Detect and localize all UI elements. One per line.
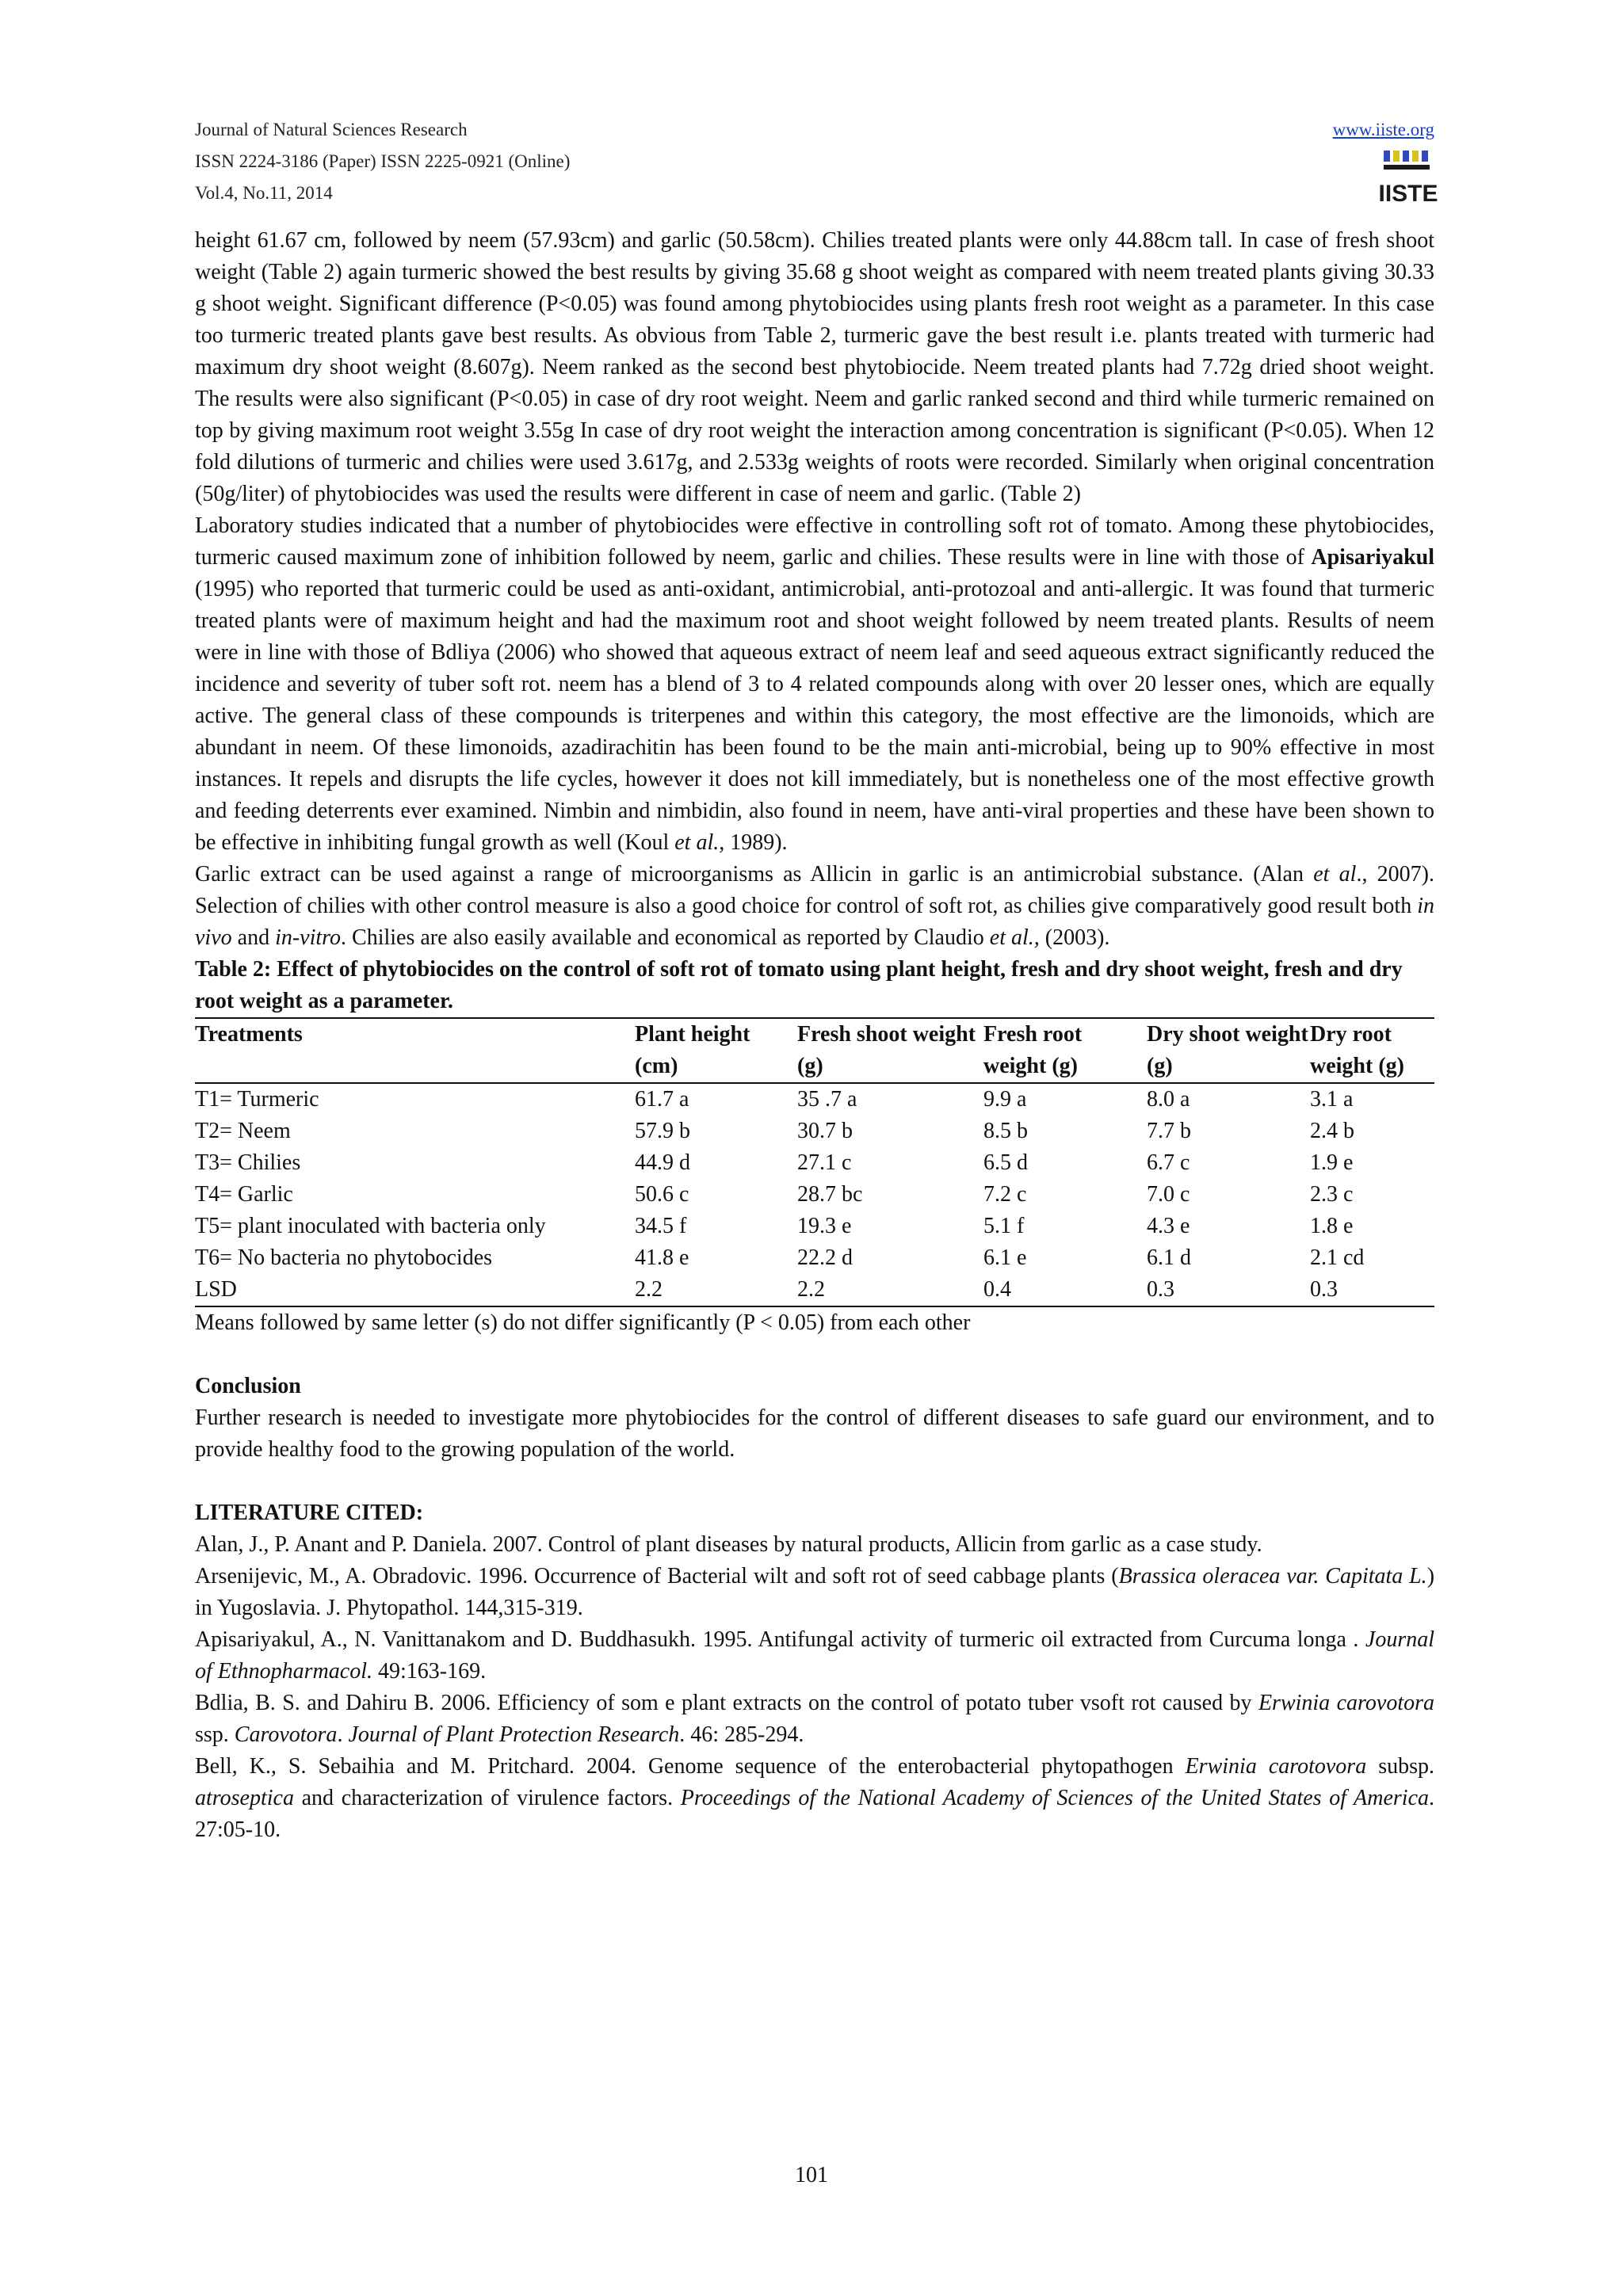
table-cell: 0.4 (983, 1277, 1011, 1302)
page-number: 101 (795, 2163, 828, 2187)
table-cell: 57.9 b (635, 1119, 690, 1143)
table-cell: 6.1 e (983, 1245, 1027, 1270)
paragraph-garlic: Garlic extract can be used against a range of microorganisms as Allicin in garlic is an antimicrobial substance. (Alan et al., 2007). Selection of chilies with other control measure is also a good choice for control of soft rot, as chilies give comparatively good result both in vivo and in-vitro. Chilies are also easily available and economical as reported by Claudio et al., (2003). (195, 862, 1434, 950)
reference-item: Arsenijevic, M., A. Obradovic. 1996. Occurrence of Bacterial wilt and soft rot of seed cabbage plants (Brassica oleracea var. Capitata L.) in Yugoslavia. J. Phytopathol. 144,315-319. (195, 1564, 1435, 1620)
table-cell: 0.3 (1147, 1277, 1174, 1302)
table-cell: 19.3 e (797, 1214, 852, 1238)
table-caption: Table 2: Effect of phytobiocides on the control of soft rot of tomato using plant height, fresh and dry shoot weight, fresh and dry root weight as a parameter. (195, 957, 1403, 1013)
author-highlight: Apisariyakul (1311, 545, 1434, 570)
page-header (195, 114, 1438, 209)
column-header: Fresh root weight (g) (983, 1022, 1083, 1078)
table-cell: 41.8 e (635, 1245, 689, 1270)
table-row (195, 1147, 1434, 1179)
table-cell: 8.0 a (1147, 1087, 1190, 1112)
table-cell: 2.1 cd (1310, 1245, 1365, 1270)
table-cell: 6.5 d (983, 1150, 1028, 1175)
table-cell: T3= Chilies (195, 1150, 301, 1175)
table-cell: 27.1 c (797, 1150, 852, 1175)
reference-item: Bell, K., S. Sebaihia and M. Pritchard. 2004. Genome sequence of the enterobacterial phytopathogen Erwinia carotovora subsp. atroseptica and characterization of virulence factors. Proceedings of the National Academy of Sciences of the United States of America. 27:05-10. (195, 1754, 1434, 1842)
logo-text: IISTE (1378, 181, 1438, 207)
table-cell: T5= plant inoculated with bacteria only (195, 1214, 546, 1238)
table-cell: 34.5 f (635, 1214, 687, 1238)
table-cell: 30.7 b (797, 1119, 853, 1143)
conclusion-text: Further research is needed to investigate more phytobiocides for the control of different diseases to safe guard our environment, and to provide healthy food to the growing population of the world. (195, 1405, 1434, 1462)
issn-line: ISSN 2224-3186 (Paper) ISSN 2225-0921 (Online) (195, 151, 571, 171)
table-cell: 3.1 a (1310, 1087, 1354, 1112)
paragraph-discussion: Laboratory studies indicated that a number of phytobiocides were effective in controlling soft rot of tomato. Among these phytobiocides, turmeric caused maximum zone of inhibition followed by neem, garlic and chilies. These results were in line with those of Apisariyakul (1995) who reported that turmeric could be used as anti-oxidant, antimicrobial, anti-protozoal and anti-allergic. It was found that turmeric treated plants were of maximum height and had the maximum root and shoot weight followed by neem treated plants. Results of neem were in line with those of Bdliya (2006) who showed that aqueous extract of neem leaf and seed aqueous extract significantly reduced the incidence and severity of tuber soft rot. neem has a blend of 3 to 4 related compounds along with over 20 lesser ones, which are equally active. The general class of these compounds is triterpenes and within this category, the most effective are the limonoids, which are abundant in neem. Of these limonoids, azadirachitin has been found to be the main anti-microbial, being up to 90% effective in most instances. It repels and disrupts the life cycles, however it does not kill immediately, but is nonetheless one of the most effective growth and feeding deterrents ever examined. Nimbin and nimbidin, also found in neem, have anti-viral properties and these have been shown to be effective in inhibiting fungal growth as well (Koul et al., 1989). (195, 513, 1434, 855)
table-footnote: Means followed by same letter (s) do not differ significantly (P < 0.05) from each other (195, 1310, 971, 1335)
table-row (195, 1179, 1434, 1211)
column-header: Dry root weight (g) (1310, 1022, 1404, 1078)
literature-heading: LITERATURE CITED: (195, 1501, 424, 1525)
table-cell: 1.8 e (1310, 1214, 1354, 1238)
table-cell: 4.3 e (1147, 1214, 1190, 1238)
iiste-logo (1378, 149, 1438, 209)
column-header: Treatments (195, 1022, 303, 1047)
table-cell: LSD (195, 1277, 237, 1302)
table-cell: 2.4 b (1310, 1119, 1354, 1143)
journal-name: Journal of Natural Sciences Research (195, 120, 468, 139)
journal-url-link[interactable]: www.iiste.org (1332, 120, 1434, 139)
table-row-lsd (195, 1274, 1434, 1306)
reference-item: Bdlia, B. S. and Dahiru B. 2006. Efficiency of som e plant extracts on the control of potato tuber vsoft rot caused by Erwinia carovotora ssp. Carovotora. Journal of Plant Protection Research. 46: 285-294. (195, 1691, 1434, 1747)
table-cell: 2.2 (635, 1277, 663, 1302)
reference-item: Apisariyakul, A., N. Vanittanakom and D. Buddhasukh. 1995. Antifungal activity of turmeric oil extracted from Curcuma longa . Journal of Ethnopharmacol. 49:163-169. (195, 1627, 1434, 1684)
table-cell: 2.3 c (1310, 1182, 1354, 1207)
table-cell: 2.2 (797, 1277, 825, 1302)
table-row (195, 1211, 1434, 1242)
table-row (195, 1083, 1434, 1116)
table-cell: 44.9 d (635, 1150, 690, 1175)
table-row (195, 1116, 1434, 1147)
column-header: Plant height (cm) (635, 1022, 750, 1078)
table-cell: 61.7 a (635, 1087, 689, 1112)
table-cell: 28.7 bc (797, 1182, 863, 1207)
table-cell: 0.3 (1310, 1277, 1338, 1302)
table-cell: T4= Garlic (195, 1182, 293, 1207)
paragraph-results: height 61.67 cm, followed by neem (57.93cm) and garlic (50.58cm). Chilies treated plants were only 44.88cm tall. In case of fresh shoot weight (Table 2) again turmeric showed the best results by giving 35.68 g shoot weight as compared with neem treated plants giving 30.33 g shoot weight. Significant difference (P<0.05) was found among phytobiocides using plants fresh root weight as a parameter. In this case too turmeric treated plants gave best results. As obvious from Table 2, turmeric gave the best result i.e. plants treated with turmeric had maximum dry shoot weight (8.607g). Neem ranked as the second best phytobiocide. Neem treated plants had 7.72g dried shoot weight. The results were also significant (P<0.05) in case of dry root weight. Neem and garlic ranked second and third while turmeric remained on top by giving maximum root weight 3.55g In case of dry root weight the interaction among concentration is significant (P<0.05). When 12 fold dilutions of turmeric and chilies were used 3.617g, and 2.533g weights of roots were recorded. Similarly when original concentration (50g/liter) of phytobiocides was used the results were different in case of neem and garlic. (Table 2) (195, 228, 1434, 506)
table-cell: 9.9 a (983, 1087, 1027, 1112)
column-header: Dry shoot weight (g) (1147, 1022, 1308, 1078)
table-cell: T1= Turmeric (195, 1087, 319, 1112)
table-cell: 7.7 b (1147, 1119, 1191, 1143)
table-cell: 7.2 c (983, 1182, 1027, 1207)
table-row (195, 1242, 1434, 1274)
table-cell: 6.1 d (1147, 1245, 1191, 1270)
reference-item: Alan, J., P. Anant and P. Daniela. 2007. Control of plant diseases by natural products, Allicin from garlic as a case study. (195, 1532, 1262, 1557)
table-cell: 35 .7 a (797, 1087, 857, 1112)
table-cell: T6= No bacteria no phytobocides (195, 1245, 493, 1270)
results-table (195, 1017, 1434, 1307)
column-header: Fresh shoot weight (g) (797, 1022, 976, 1078)
table-cell: 8.5 b (983, 1119, 1028, 1143)
table-cell: 50.6 c (635, 1182, 689, 1207)
conclusion-heading: Conclusion (195, 1374, 301, 1398)
table-cell: 7.0 c (1147, 1182, 1190, 1207)
article-body (195, 225, 1434, 1846)
table-cell: 5.1 f (983, 1214, 1025, 1238)
table-cell: T2= Neem (195, 1119, 291, 1143)
table-cell: 1.9 e (1310, 1150, 1354, 1175)
table-cell: 22.2 d (797, 1245, 853, 1270)
table-header-row (195, 1018, 1434, 1083)
table-cell: 6.7 c (1147, 1150, 1190, 1175)
volume-line: Vol.4, No.11, 2014 (195, 183, 333, 203)
